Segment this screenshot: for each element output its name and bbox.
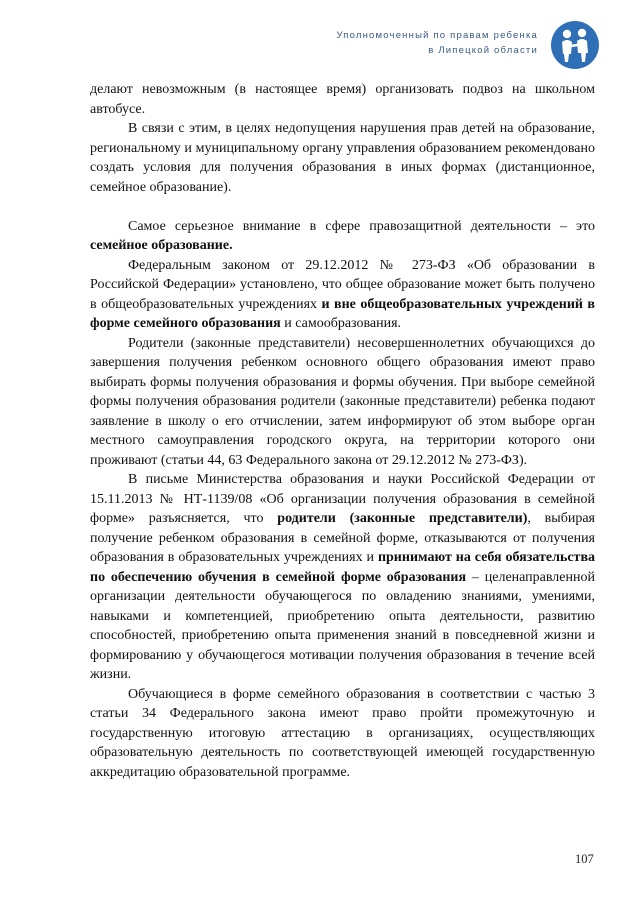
text-run: , выбирая получение ребенком образования в семейной форме, отказываются от получения образования в образовательных учреждениях и: [90, 511, 595, 565]
paragraph: [90, 119, 595, 197]
text-run: и самообразования.: [280, 316, 402, 331]
children-family-logo-icon: [550, 20, 600, 70]
text-run: Родители (законные представители) несовершеннолетних обучающихся до завершения получения ребенком основного общего образования имеют право выбирать формы получения образования и формы обучения. При выборе семейной формы получения образования родители (законные представители) ребенка подают заявление в школу о его отчислении, затем информируют об этом выборе орган местного самоуправления городского округа, на территории которого они проживают (статьи 44, 63 Федерального закона от 29.12.2012 № 273-ФЗ).: [90, 335, 595, 468]
bold-text-run: семейное образование.: [90, 238, 233, 253]
bold-text-run: и вне общеобразовательных учреждений в форме семейного образования: [90, 296, 595, 331]
paragraph: [90, 685, 595, 783]
bold-text-run: принимают на себя обязательства по обеспечению обучения в семейной форме образования: [90, 550, 595, 585]
text-run: Федеральным законом от 29.12.2012 № 273-ФЗ «Об образовании в Российской Федерации» установлено, что общее образование может быть получено в общеобразовательных учреждениях: [90, 257, 595, 312]
bold-text-run: родители (законные представители): [277, 511, 528, 526]
paragraph-spacer: [90, 197, 595, 217]
document-body: [90, 80, 595, 782]
text-run: В связи с этим, в целях недопущения нарушения прав детей на образование, региональному и муниципальному органу управления образованием рекомендовано создать условия для получения образования в иных формах (дистанционное, семейное образование).: [90, 121, 595, 195]
header-org-line2: в Липецкой области: [428, 45, 538, 56]
page-header: [300, 20, 600, 70]
paragraph: [90, 80, 595, 119]
paragraph: [90, 217, 595, 256]
paragraph: [90, 334, 595, 471]
paragraph: [90, 470, 595, 685]
text-run: делают невозможным (в настоящее время) организовать подвоз на школьном автобусе.: [90, 82, 595, 117]
header-org-line1: Уполномоченный по правам ребенка: [336, 30, 538, 41]
text-run: – целенаправленной организации деятельности обучающегося по овладению знаниями, умениями, навыками и компетенцией, приобретению опыта деятельности, развитию способностей, приобретению опыта применения знаний в повседневной жизни и формированию у обучающегося мотивации получения образования в течение всей жизни.: [90, 569, 595, 682]
text-run: Обучающиеся в форме семейного образования в соответствии с частью 3 статьи 34 Федерального закона имеют право пройти промежуточную и государственную итоговую аттестацию в организациях, осуществляющих образовательную деятельность по соответствующей имеющей государственную аккредитацию образовательной программе.: [90, 686, 595, 780]
text-run: В письме Министерства образования и науки Российской Федерации от 15.11.2013 № НТ-1139/08 «Об организации получения образования в семейной форме» разъясняется, что: [90, 472, 595, 526]
text-run: Самое серьезное внимание в сфере правозащитной деятельности – это: [128, 218, 595, 234]
header-org-name: [336, 28, 538, 58]
paragraph: [90, 256, 595, 334]
page-number: 107: [575, 852, 594, 866]
